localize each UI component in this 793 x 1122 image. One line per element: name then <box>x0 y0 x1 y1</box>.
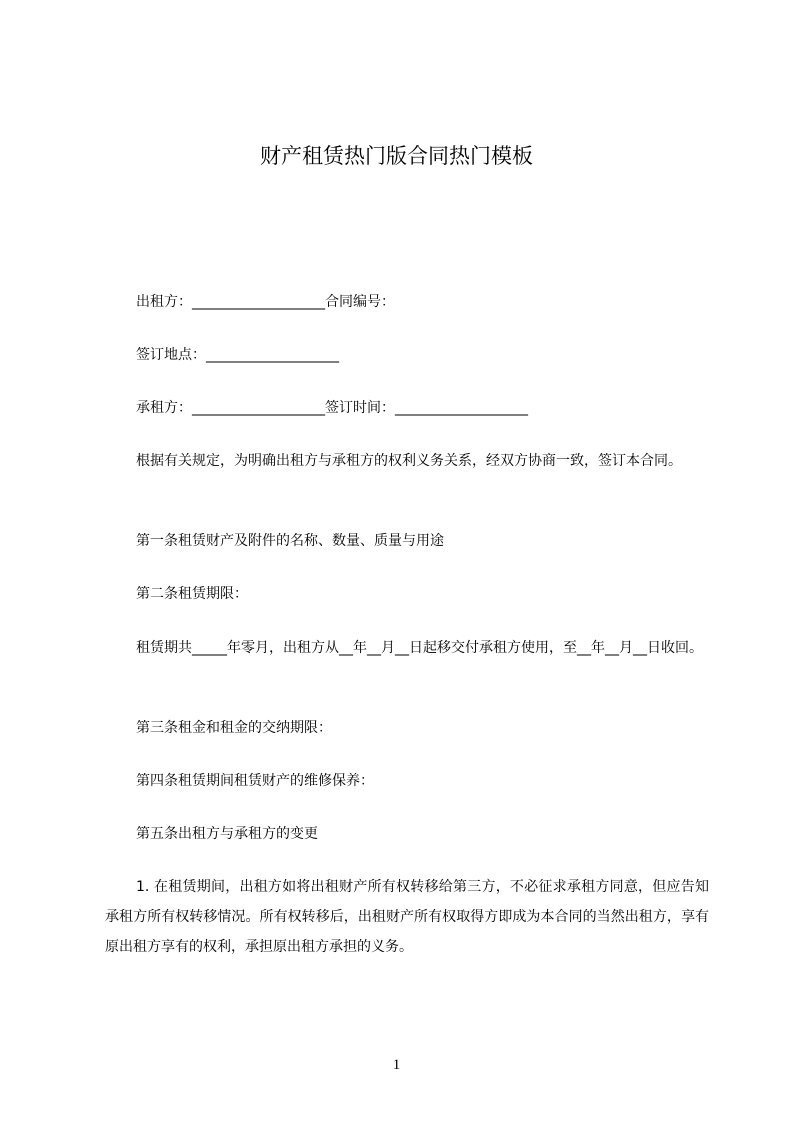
lessee-line: 承租方：___________________签订时间：___________________ <box>136 400 528 416</box>
page-number: 1 <box>392 1057 401 1073</box>
document-title: 财产租赁热门版合同热门模板 <box>260 144 533 168</box>
article-1-heading: 第一条租赁财产及附件的名称、数量、质量与用途 <box>136 533 444 549</box>
lessor-line: 出租方：___________________合同编号： <box>136 294 395 310</box>
article-5-heading: 第五条出租方与承租方的变更 <box>136 826 318 842</box>
intro-paragraph: 根据有关规定，为明确出租方与承租方的权利义务关系，经双方协商一致，签订本合同。 <box>136 453 682 469</box>
article-2-heading: 第二条租赁期限： <box>136 586 248 602</box>
lease-term-paragraph: 租赁期共_____年零月，出租方从__年__月__日起移交付承租方使用，至__年__月__日收回。 <box>136 640 703 656</box>
article-3-heading: 第三条租金和租金的交纳期限： <box>136 720 332 736</box>
clause-1-paragraph: 1. 在租赁期间，出租方如将出租财产所有权转移给第三方，不必征求承租方同意，但应告知承租方所有权转移情况。所有权转移后，出租财产所有权取得方即成为本合同的当然出租方，享有原出租方享有的权利，承担原出租方承担的义务。 <box>105 879 709 955</box>
signing-place-line: 签订地点：___________________ <box>136 347 339 363</box>
article-4-heading: 第四条租赁期间租赁财产的维修保养： <box>136 773 374 789</box>
